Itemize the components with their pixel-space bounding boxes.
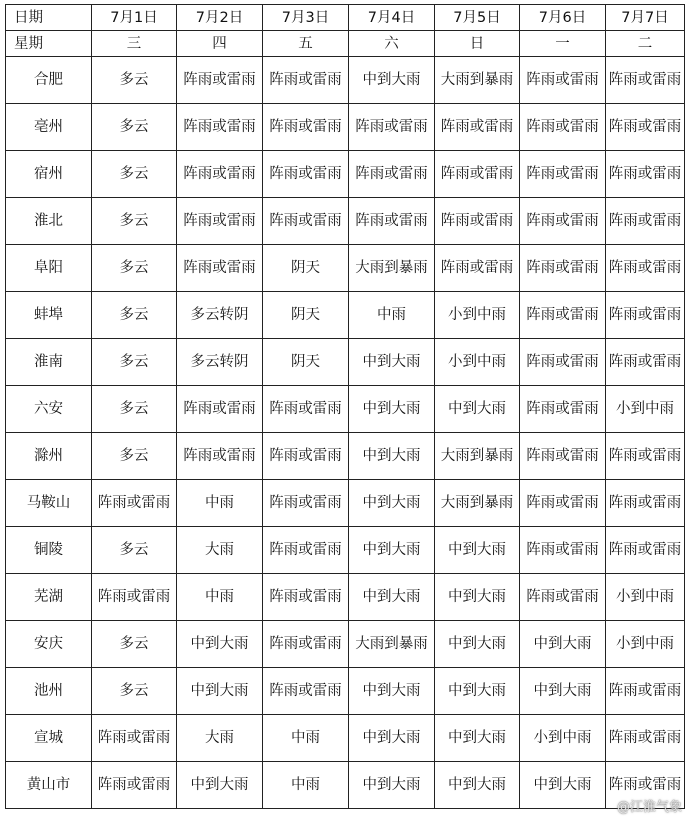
forecast-cell: 中到大雨 [349, 527, 435, 574]
date-row [6, 5, 685, 31]
forecast-cell: 阵雨或雷雨 [435, 151, 520, 198]
forecast-cell: 阵雨或雷雨 [263, 104, 349, 151]
forecast-cell: 阵雨或雷雨 [177, 433, 263, 480]
table-row [6, 480, 685, 527]
forecast-cell: 多云 [92, 245, 177, 292]
forecast-cell: 阵雨或雷雨 [92, 480, 177, 527]
forecast-cell: 中到大雨 [349, 762, 435, 809]
city-cell: 黄山市 [6, 762, 92, 809]
forecast-cell: 中到大雨 [349, 386, 435, 433]
forecast-cell: 大雨到暴雨 [349, 621, 435, 668]
weekday-row [6, 31, 685, 57]
weekday-header-cell: 星期 [6, 31, 92, 57]
weekday-cell: 一 [520, 31, 606, 57]
city-cell: 马鞍山 [6, 480, 92, 527]
forecast-cell: 阵雨或雷雨 [263, 151, 349, 198]
forecast-cell: 中雨 [349, 292, 435, 339]
table-row [6, 198, 685, 245]
forecast-cell: 阵雨或雷雨 [606, 104, 685, 151]
forecast-cell: 大雨到暴雨 [435, 433, 520, 480]
forecast-cell: 大雨 [177, 715, 263, 762]
forecast-cell: 阵雨或雷雨 [177, 104, 263, 151]
forecast-cell: 阵雨或雷雨 [606, 715, 685, 762]
city-cell: 淮北 [6, 198, 92, 245]
table-row [6, 292, 685, 339]
forecast-cell: 阵雨或雷雨 [349, 151, 435, 198]
forecast-cell: 多云 [92, 433, 177, 480]
forecast-cell: 多云 [92, 386, 177, 433]
table-row [6, 104, 685, 151]
forecast-cell: 多云 [92, 151, 177, 198]
forecast-cell: 中到大雨 [349, 668, 435, 715]
table-row [6, 57, 685, 104]
weekday-cell: 二 [606, 31, 685, 57]
city-cell: 蚌埠 [6, 292, 92, 339]
forecast-cell: 阵雨或雷雨 [606, 339, 685, 386]
forecast-cell: 中到大雨 [435, 762, 520, 809]
weekday-cell: 四 [177, 31, 263, 57]
forecast-cell: 多云 [92, 339, 177, 386]
forecast-cell: 阵雨或雷雨 [177, 151, 263, 198]
forecast-cell: 多云 [92, 527, 177, 574]
forecast-cell: 阵雨或雷雨 [606, 198, 685, 245]
forecast-cell: 阵雨或雷雨 [520, 480, 606, 527]
table-row [6, 386, 685, 433]
watermark: @江淮气象 [616, 800, 682, 815]
forecast-cell: 小到中雨 [435, 339, 520, 386]
city-cell: 芜湖 [6, 574, 92, 621]
forecast-cell: 中到大雨 [435, 527, 520, 574]
table-row [6, 433, 685, 480]
forecast-cell: 小到中雨 [606, 574, 685, 621]
forecast-cell: 多云转阴 [177, 339, 263, 386]
forecast-cell: 大雨到暴雨 [435, 480, 520, 527]
weather-forecast-table [5, 4, 685, 809]
forecast-cell: 阵雨或雷雨 [520, 292, 606, 339]
forecast-cell: 阵雨或雷雨 [606, 527, 685, 574]
forecast-cell: 中到大雨 [435, 386, 520, 433]
forecast-cell: 阵雨或雷雨 [263, 574, 349, 621]
date-cell: 7月4日 [349, 5, 435, 31]
forecast-cell: 阴天 [263, 245, 349, 292]
table-row [6, 339, 685, 386]
city-cell: 安庆 [6, 621, 92, 668]
forecast-cell: 多云转阴 [177, 292, 263, 339]
forecast-cell: 阵雨或雷雨 [520, 386, 606, 433]
date-cell: 7月7日 [606, 5, 685, 31]
forecast-cell: 阵雨或雷雨 [92, 715, 177, 762]
forecast-cell: 阵雨或雷雨 [177, 245, 263, 292]
forecast-cell: 中雨 [263, 715, 349, 762]
forecast-cell: 阵雨或雷雨 [263, 480, 349, 527]
forecast-cell: 阵雨或雷雨 [435, 104, 520, 151]
forecast-cell: 阵雨或雷雨 [606, 480, 685, 527]
weekday-cell: 五 [263, 31, 349, 57]
forecast-cell: 阵雨或雷雨 [92, 762, 177, 809]
forecast-cell: 阵雨或雷雨 [349, 198, 435, 245]
forecast-cell: 阵雨或雷雨 [520, 527, 606, 574]
forecast-cell: 阵雨或雷雨 [606, 292, 685, 339]
forecast-cell: 中到大雨 [349, 480, 435, 527]
forecast-cell: 阵雨或雷雨 [606, 762, 685, 809]
forecast-cell: 阵雨或雷雨 [263, 433, 349, 480]
forecast-cell: 大雨到暴雨 [435, 57, 520, 104]
forecast-cell: 中到大雨 [349, 574, 435, 621]
weekday-cell: 六 [349, 31, 435, 57]
weekday-cell: 日 [435, 31, 520, 57]
forecast-cell: 大雨到暴雨 [349, 245, 435, 292]
forecast-cell: 小到中雨 [606, 621, 685, 668]
date-cell: 7月2日 [177, 5, 263, 31]
forecast-cell: 阵雨或雷雨 [520, 198, 606, 245]
forecast-cell: 阵雨或雷雨 [520, 433, 606, 480]
city-cell: 淮南 [6, 339, 92, 386]
forecast-cell: 大雨 [177, 527, 263, 574]
forecast-cell: 阵雨或雷雨 [520, 245, 606, 292]
forecast-cell: 阵雨或雷雨 [177, 386, 263, 433]
forecast-cell: 阵雨或雷雨 [349, 104, 435, 151]
table-row [6, 715, 685, 762]
table-row [6, 245, 685, 292]
forecast-cell: 中到大雨 [177, 621, 263, 668]
forecast-cell: 阵雨或雷雨 [263, 668, 349, 715]
forecast-cell: 阵雨或雷雨 [263, 57, 349, 104]
table-row [6, 621, 685, 668]
city-cell: 池州 [6, 668, 92, 715]
forecast-cell: 阵雨或雷雨 [177, 198, 263, 245]
forecast-cell: 阴天 [263, 292, 349, 339]
forecast-cell: 阵雨或雷雨 [263, 198, 349, 245]
date-cell: 7月1日 [92, 5, 177, 31]
date-header-cell: 日期 [6, 5, 92, 31]
forecast-cell: 阵雨或雷雨 [177, 57, 263, 104]
table-row [6, 574, 685, 621]
table-row [6, 668, 685, 715]
forecast-cell: 小到中雨 [520, 715, 606, 762]
forecast-cell: 阵雨或雷雨 [606, 57, 685, 104]
forecast-cell: 小到中雨 [606, 386, 685, 433]
date-cell: 7月5日 [435, 5, 520, 31]
forecast-cell: 中到大雨 [520, 621, 606, 668]
forecast-cell: 小到中雨 [435, 292, 520, 339]
forecast-cell: 多云 [92, 57, 177, 104]
forecast-cell: 阵雨或雷雨 [520, 151, 606, 198]
forecast-cell: 阵雨或雷雨 [606, 151, 685, 198]
forecast-cell: 中到大雨 [520, 762, 606, 809]
forecast-cell: 多云 [92, 668, 177, 715]
forecast-cell: 中到大雨 [435, 621, 520, 668]
forecast-cell: 阵雨或雷雨 [520, 104, 606, 151]
forecast-cell: 中到大雨 [520, 668, 606, 715]
forecast-cell: 阵雨或雷雨 [435, 245, 520, 292]
forecast-cell: 中到大雨 [349, 339, 435, 386]
forecast-cell: 阵雨或雷雨 [520, 57, 606, 104]
city-cell: 铜陵 [6, 527, 92, 574]
forecast-cell: 阵雨或雷雨 [606, 668, 685, 715]
forecast-cell: 中到大雨 [435, 715, 520, 762]
forecast-cell: 阵雨或雷雨 [263, 621, 349, 668]
table-row [6, 527, 685, 574]
forecast-cell: 中雨 [263, 762, 349, 809]
forecast-cell: 阵雨或雷雨 [606, 245, 685, 292]
forecast-cell: 中到大雨 [349, 57, 435, 104]
forecast-cell: 阵雨或雷雨 [263, 386, 349, 433]
city-cell: 滁州 [6, 433, 92, 480]
city-cell: 宿州 [6, 151, 92, 198]
forecast-cell: 阵雨或雷雨 [520, 339, 606, 386]
city-cell: 阜阳 [6, 245, 92, 292]
forecast-cell: 阵雨或雷雨 [435, 198, 520, 245]
forecast-cell: 中到大雨 [435, 574, 520, 621]
forecast-cell: 多云 [92, 198, 177, 245]
city-cell: 亳州 [6, 104, 92, 151]
forecast-cell: 多云 [92, 104, 177, 151]
forecast-cell: 多云 [92, 621, 177, 668]
forecast-cell: 中到大雨 [349, 433, 435, 480]
forecast-cell: 中到大雨 [177, 668, 263, 715]
forecast-cell: 中雨 [177, 574, 263, 621]
date-cell: 7月6日 [520, 5, 606, 31]
city-cell: 六安 [6, 386, 92, 433]
weekday-cell: 三 [92, 31, 177, 57]
table-row [6, 151, 685, 198]
forecast-cell: 中雨 [177, 480, 263, 527]
forecast-cell: 中到大雨 [177, 762, 263, 809]
forecast-cell: 阵雨或雷雨 [92, 574, 177, 621]
forecast-cell: 阴天 [263, 339, 349, 386]
forecast-cell: 阵雨或雷雨 [263, 527, 349, 574]
forecast-cell: 多云 [92, 292, 177, 339]
forecast-cell: 中到大雨 [349, 715, 435, 762]
city-cell: 合肥 [6, 57, 92, 104]
date-cell: 7月3日 [263, 5, 349, 31]
forecast-cell: 中到大雨 [435, 668, 520, 715]
table-row [6, 762, 685, 809]
city-cell: 宣城 [6, 715, 92, 762]
forecast-cell: 阵雨或雷雨 [520, 574, 606, 621]
forecast-cell: 阵雨或雷雨 [606, 433, 685, 480]
